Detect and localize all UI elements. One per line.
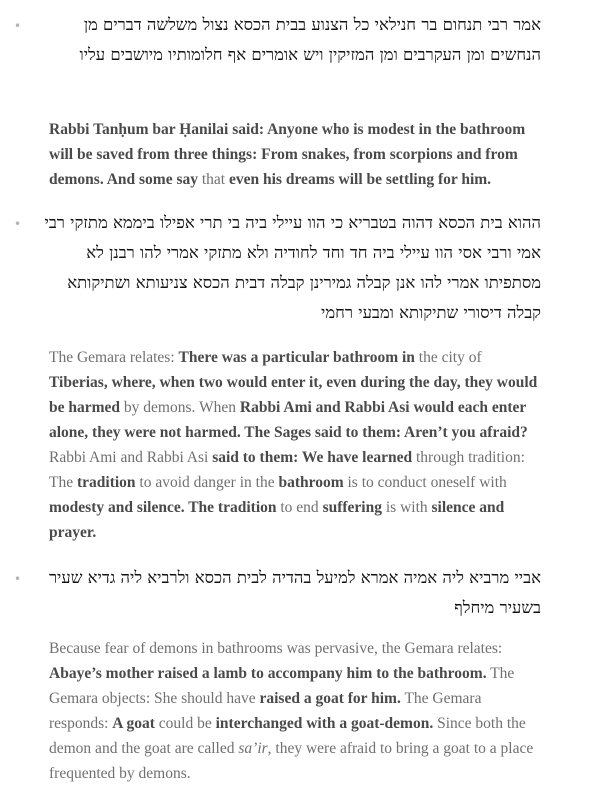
translation-commentary-text: to end	[276, 499, 323, 516]
translation-quote-text: raised a goat for him.	[259, 690, 401, 707]
english-translation-2	[49, 345, 541, 545]
translation-quote-text: modesty and silence. The tradition	[49, 499, 277, 516]
translation-commentary-text: by demons. When	[120, 399, 240, 416]
translation-quote-text: suffering	[322, 499, 382, 516]
translation-commentary-text: that	[198, 171, 229, 188]
translation-quote-text: A goat	[112, 715, 155, 732]
translation-commentary-text: could be	[154, 715, 216, 732]
english-translation-3	[49, 636, 541, 786]
translation-commentary-text: The Gemara objects: She should have	[49, 665, 515, 707]
translation-term-text: sa’ir	[238, 740, 268, 757]
translation-quote-text: There was a particular bathroom in	[178, 349, 415, 366]
hebrew-passage-1: אמר רבי תנחום בר חנילאי כל הצנוע בבית הכסא נצול משלשה דברים מן הנחשים ומן העקרבים ומן המזיקין ויש אומרים אף חלומותיו מיושבים עליו	[79, 15, 541, 64]
bullet-icon: •	[14, 217, 22, 231]
translation-quote-text: said to them: We have learned	[212, 449, 413, 466]
translation-quote-text: Abaye’s mother raised a lamb to accompany him to the bathroom.	[49, 665, 487, 682]
translation-commentary-text: The Gemara relates:	[49, 349, 179, 366]
translation-quote-text: even his dreams will be settling for him.	[229, 171, 492, 188]
translation-quote-text: silence and prayer.	[49, 499, 505, 541]
hebrew-passage-2: ההוא בית הכסא דהוה בטבריא כי הוו עיילי ביה בי תרי אפילו ביממא מתזקי רבי אמי ורבי אסי הוו עיילי ביה חד וחד לחודיה ולא מתזקי אמרי להו רבנן לא מסתפיתו אמרי להו אנן קבלה גמירינן קבלה דבית הכסא צניעותא ושתיקותא קבלה דיסורי שתיקותא ומבעי רחמי	[44, 213, 541, 322]
translation-commentary-text: is to conduct oneself with	[343, 474, 507, 491]
translation-commentary-text: Since both the demon and the goat are called	[49, 715, 526, 757]
translation-commentary-text: Rabbi Ami and Rabbi Asi	[49, 449, 213, 466]
bullet-icon: •	[14, 572, 22, 586]
translation-quote-text: tradition	[76, 474, 136, 491]
translation-commentary-text: through tradition: The	[49, 449, 525, 491]
translation-quote-text: Tiberias, where, when two would enter it, even during the day, they would be harmed	[49, 374, 538, 416]
translation-commentary-text: is with	[381, 499, 432, 516]
english-translation-1	[49, 117, 541, 192]
translation-quote-text: Rabbi Tanḥum bar Ḥanilai said: Anyone who is modest in the bathroom will be saved from three things: From snakes, from scorpions and from demons. And some say	[49, 121, 526, 188]
translation-commentary-text: Because fear of demons in bathrooms was pervasive, the Gemara relates:	[49, 640, 503, 657]
translation-quote-text: Rabbi Ami and Rabbi Asi would each enter alone, they were not harmed. The Sages said to them: Aren’t you afraid?	[49, 399, 528, 441]
translation-commentary-text: the city of	[414, 349, 482, 366]
translation-quote-text: bathroom	[278, 474, 344, 491]
hebrew-passage-3: אביי מרביא ליה אמיה אמרא למיעל בהדיה לבית הכסא ולרביא ליה גדיא שעיר בשעיר מיחלף	[48, 568, 541, 617]
translation-commentary-text: , they were afraid to bring a goat to a place frequented by demons.	[49, 740, 534, 782]
translation-quote-text: interchanged with a goat-demon.	[215, 715, 434, 732]
bullet-icon: •	[14, 19, 22, 33]
translation-commentary-text: to avoid danger in the	[135, 474, 279, 491]
translation-commentary-text: The Gemara responds:	[49, 690, 482, 732]
